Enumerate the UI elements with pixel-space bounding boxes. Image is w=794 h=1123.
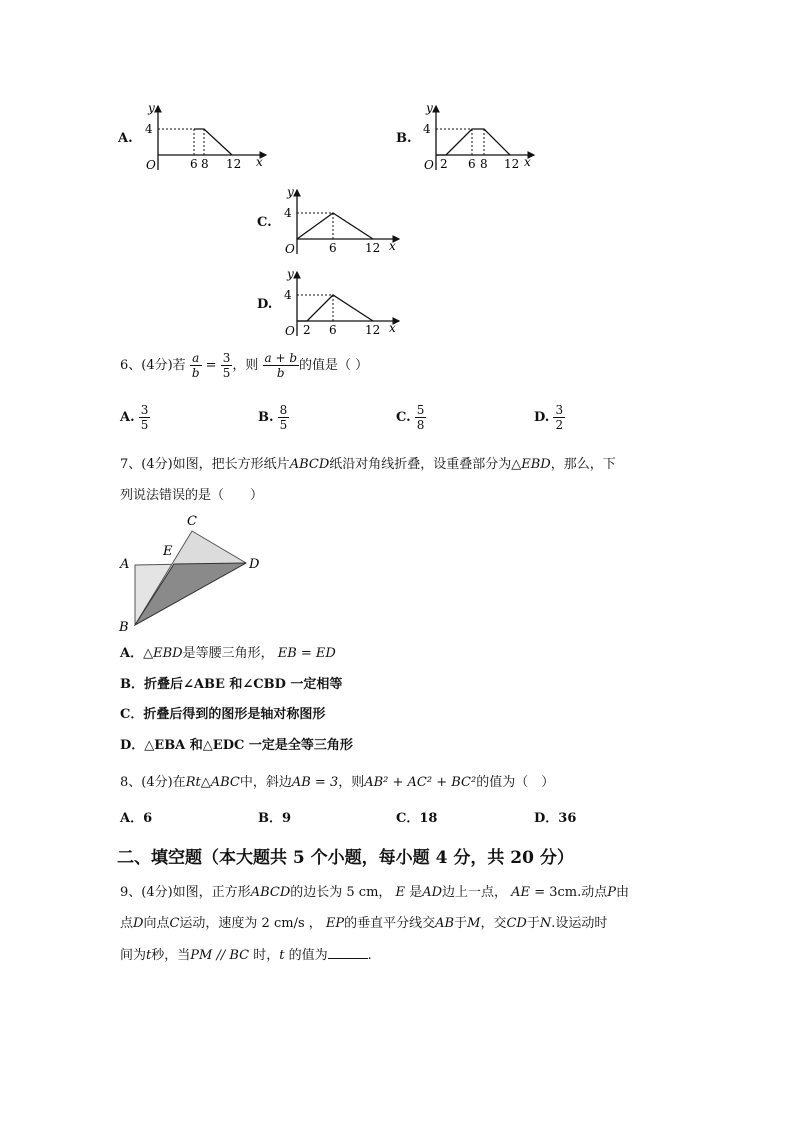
svg-text:6: 6 xyxy=(329,241,337,255)
svg-text:O: O xyxy=(285,242,295,256)
svg-text:x: x xyxy=(389,239,396,253)
label-a: A xyxy=(120,557,130,572)
option-label: C. xyxy=(257,215,272,230)
q6-option-c[interactable]: C. $\frac{5}{8}$ xyxy=(396,403,425,432)
question-9-line-1: 9、(4分)如图，正方形ABCD的边长为 5 cm， E 是AD边上一点， AE = 3cm.动点P由 xyxy=(120,885,630,900)
svg-text:y: y xyxy=(287,267,294,281)
graph-d xyxy=(277,266,407,341)
svg-text:6: 6 xyxy=(468,157,476,171)
svg-text:O: O xyxy=(424,158,434,172)
q6-option-a[interactable]: A. $\frac{3}{5}$ xyxy=(120,403,149,432)
svg-text:y: y xyxy=(426,101,433,115)
svg-text:O: O xyxy=(285,324,295,338)
x-label: x xyxy=(256,155,263,169)
tick-label: 12 xyxy=(226,157,242,171)
section-title: 二、填空题（本大题共 5 个小题，每小题 4 分，共 20 分） xyxy=(117,848,574,868)
q7-figure xyxy=(115,510,275,635)
q5-option-b xyxy=(396,100,546,175)
svg-text:4: 4 xyxy=(284,288,292,302)
option-label: A. xyxy=(118,131,133,146)
svg-text:12: 12 xyxy=(365,323,381,337)
q8-option-c[interactable]: C．18 xyxy=(396,811,438,826)
q6-option-d[interactable]: D. $\frac{3}{2}$ xyxy=(534,403,564,432)
graph-line xyxy=(297,213,373,239)
graph-b xyxy=(416,100,546,175)
question-7-line-2: 列说法错误的是（ ） xyxy=(120,488,264,503)
question-7-line-1: 7、(4分)如图，把长方形纸片ABCD纸沿对角线折叠，设重叠部分为△EBD，那么，下 xyxy=(120,457,616,472)
graph-line xyxy=(194,129,232,155)
question-9-line-2: 点D向点C运动，速度为 2 cm/s ， EP的垂直平分线交AB于M，交CD于N.设运动时 xyxy=(120,916,608,931)
y-label: y xyxy=(148,101,155,115)
tick-label: 8 xyxy=(201,157,209,171)
svg-text:4: 4 xyxy=(423,122,431,136)
svg-text:12: 12 xyxy=(504,157,520,171)
svg-text:x: x xyxy=(524,155,531,169)
svg-text:6: 6 xyxy=(329,323,337,337)
svg-text:x: x xyxy=(389,321,396,335)
svg-text:8: 8 xyxy=(480,157,488,171)
graph-c xyxy=(277,184,407,259)
q8-option-a[interactable]: A．6 xyxy=(120,811,153,826)
graph-a xyxy=(138,100,268,175)
origin-label: O xyxy=(146,158,156,172)
q5-option-c xyxy=(257,184,407,259)
q8-option-d[interactable]: D．36 xyxy=(534,811,577,826)
label-e: E xyxy=(163,544,173,559)
q5-option-d xyxy=(257,266,407,341)
svg-text:4: 4 xyxy=(284,206,292,220)
svg-text:12: 12 xyxy=(365,241,381,255)
y-value: 4 xyxy=(145,122,153,136)
label-b: B xyxy=(119,620,129,635)
tick-label: 6 xyxy=(190,157,198,171)
question-9-line-3: 间为t秒，当PM // BC 时，t 的值为 . xyxy=(120,948,372,963)
option-label: B. xyxy=(396,131,412,146)
q6-option-b[interactable]: B. $\frac{8}{5}$ xyxy=(258,403,288,432)
graph-line xyxy=(297,295,373,321)
question-6: 6、(4分)若 $\frac{a}{b}$ = $\frac{3}{5}$ ，则 $\frac{a + b}{b}$ 的值是（ ） xyxy=(120,351,369,380)
label-c: C xyxy=(187,514,197,529)
graph-line xyxy=(436,129,510,155)
svg-text:2: 2 xyxy=(303,323,311,337)
q8-option-b[interactable]: B．9 xyxy=(258,811,292,826)
label-d: D xyxy=(249,557,260,572)
option-label: D. xyxy=(257,297,273,312)
svg-text:y: y xyxy=(287,185,294,199)
q5-option-a xyxy=(118,100,268,175)
q7-option-d[interactable]: D．△EBA 和△EDC 一定是全等三角形 xyxy=(120,738,353,753)
svg-text:2: 2 xyxy=(440,157,448,171)
answer-blank[interactable] xyxy=(328,946,368,959)
q7-option-a[interactable]: A．△EBD是等腰三角形， EB = ED xyxy=(120,646,336,661)
q7-option-b[interactable]: B．折叠后∠ABE 和∠CBD 一定相等 xyxy=(120,677,343,692)
question-8: 8、(4分)在Rt△ABC中，斜边AB = 3，则AB² + AC² + BC²的值为（ ） xyxy=(120,775,555,790)
q7-option-c[interactable]: C．折叠后得到的图形是轴对称图形 xyxy=(120,707,326,722)
